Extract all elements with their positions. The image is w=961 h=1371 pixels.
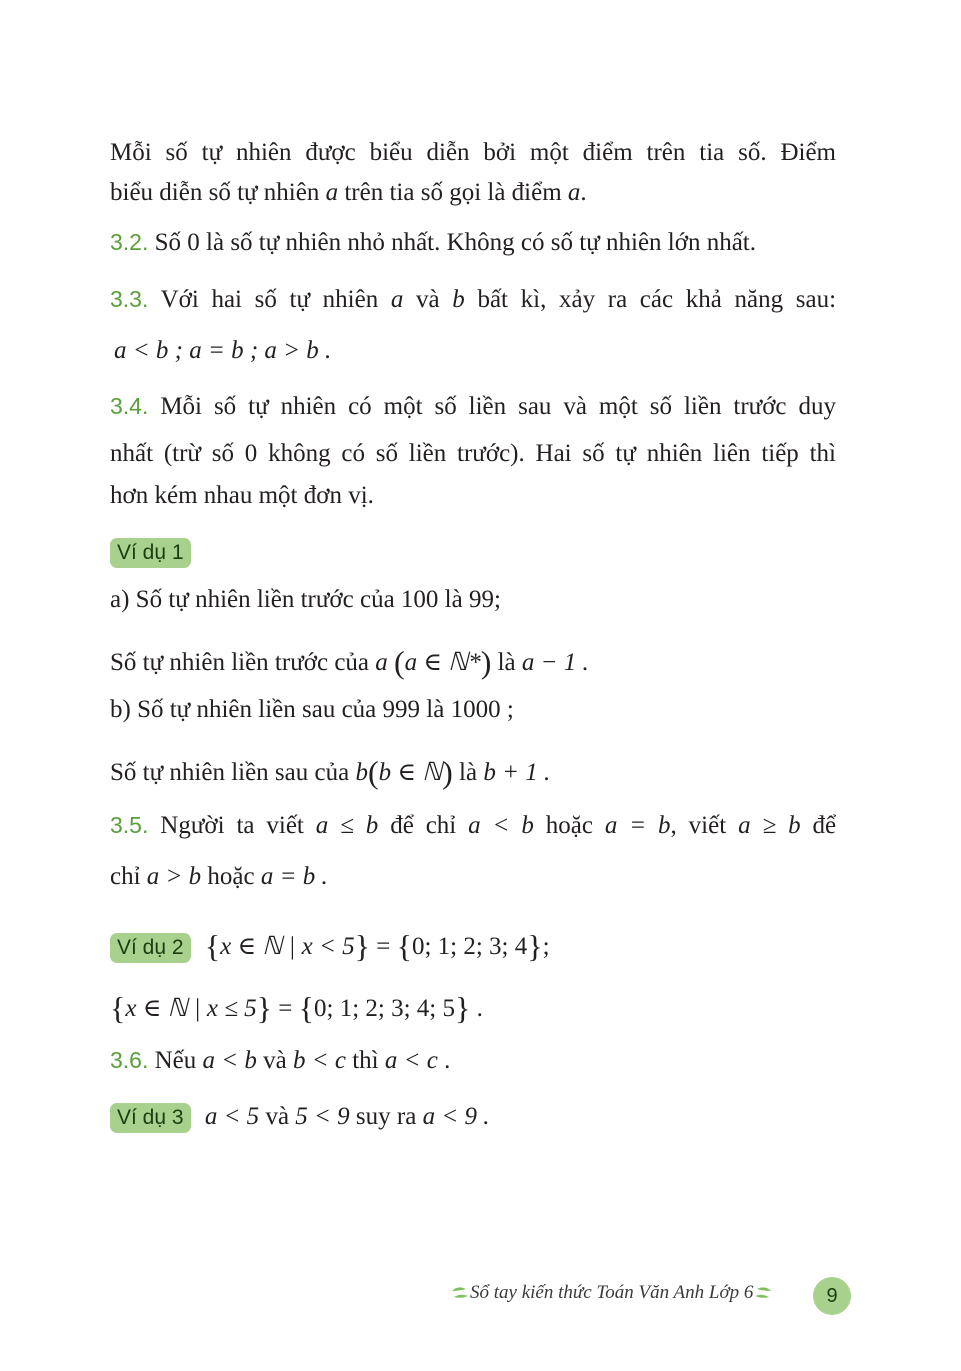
section-3-3: 3.3. Với hai số tự nhiên a và b bất kì, xảy ra các khả năng sau: xyxy=(110,286,837,313)
section-number: 3.3. xyxy=(110,286,149,312)
example-badge: Ví dụ 3 xyxy=(110,1103,191,1133)
section-number: 3.6. xyxy=(110,1047,149,1073)
section-3-5-line-2: chỉ a > b hoặc a = b . xyxy=(110,863,328,890)
leaf-icon xyxy=(753,1285,773,1303)
example-2-line-2: {x ∈ ℕ | x ≤ 5} = {0; 1; 2; 3; 4; 5} . xyxy=(110,990,483,1026)
example-badge: Ví dụ 1 xyxy=(110,538,191,568)
section-3-5-line-1: 3.5. Người ta viết a ≤ b để chỉ a < b hoặc a = b, viết a ≥ b để xyxy=(110,812,837,839)
example-1-a-general: Số tự nhiên liền trước của a (a ∈ ℕ*) là a − 1 . xyxy=(110,644,589,680)
section-number: 3.5. xyxy=(110,812,149,838)
page-number: 9 xyxy=(813,1277,851,1315)
example-1-b: b) Số tự nhiên liền sau của 999 là 1000 ; xyxy=(110,696,514,723)
intro-line-2: biểu diễn số tự nhiên a trên tia số gọi là điểm a. xyxy=(110,179,587,206)
example-3: Ví dụ 3 a < 5 và 5 < 9 suy ra a < 9 . xyxy=(110,1101,836,1133)
section-3-4-line-1: 3.4. Mỗi số tự nhiên có một số liền sau và một số liền trước duy xyxy=(110,393,836,420)
section-3-4-line-2: nhất (trừ số 0 không có số liền trước). Hai số tự nhiên liên tiếp thì xyxy=(110,440,836,467)
example-1-a: a) Số tự nhiên liền trước của 100 là 99; xyxy=(110,586,501,613)
section-3-3-formula: a < b ; a = b ; a > b . xyxy=(114,337,332,364)
section-3-2: 3.2. Số 0 là số tự nhiên nhỏ nhất. Không có số tự nhiên lớn nhất. xyxy=(110,229,757,256)
section-number: 3.4. xyxy=(110,393,149,419)
example-2-line-1: Ví dụ 2 {x ∈ ℕ | x < 5} = {0; 1; 2; 3; 4}; xyxy=(110,930,836,963)
intro-line-1: Mỗi số tự nhiên được biểu diễn bởi một điểm trên tia số. Điểm xyxy=(110,139,836,166)
section-3-6: 3.6. Nếu a < b và b < c thì a < c . xyxy=(110,1047,451,1074)
example-1-header xyxy=(110,536,836,568)
section-number: 3.2. xyxy=(110,229,149,255)
leaf-icon xyxy=(450,1285,470,1303)
example-badge: Ví dụ 2 xyxy=(110,933,191,963)
footer-title: Sổ tay kiến thức Toán Văn Anh Lớp 6 xyxy=(450,1278,800,1308)
example-1-b-general: Số tự nhiên liền sau của b(b ∈ ℕ) là b + 1 . xyxy=(110,754,551,790)
section-3-4-line-3: hơn kém nhau một đơn vị. xyxy=(110,482,374,509)
